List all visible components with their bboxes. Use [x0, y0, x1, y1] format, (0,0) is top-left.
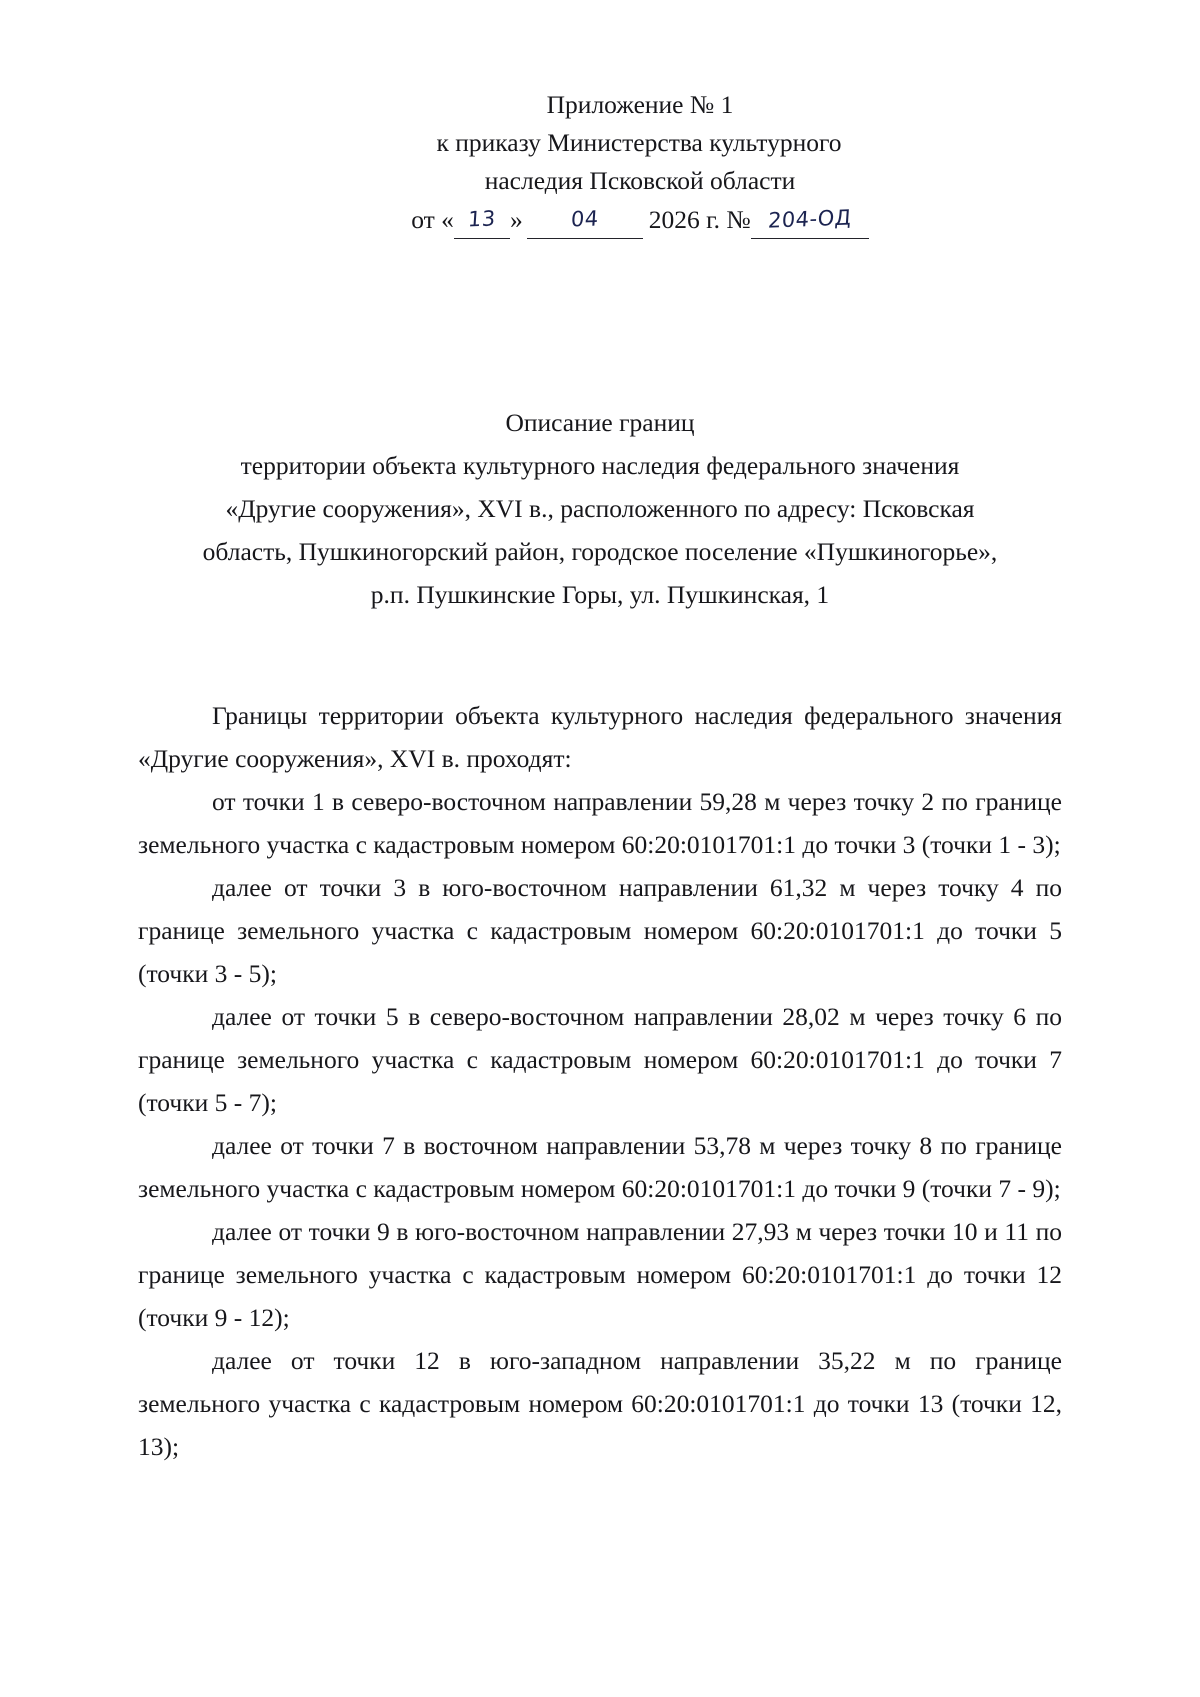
- header-line-appendix: Приложение № 1: [546, 90, 734, 119]
- paragraph-segment-5: далее от точки 9 в юго-восточном направлении 27,93 м через точки 10 и 11 по границе земельного участка с кадастровым номером 60:20:0101701:1 до точки 12 (точки 9 - 12);: [138, 1217, 1062, 1332]
- dateline-quote-close: »: [509, 205, 523, 234]
- title-line-4: область, Пушкиногорский район, городское поселение «Пушкиногорье»,: [202, 537, 998, 566]
- paragraph-segment-2: далее от точки 3 в юго-восточном направлении 61,32 м через точку 4 по границе земельного участка с кадастровым номером 60:20:0101701:1 до точки 5 (точки 3 - 5);: [138, 873, 1062, 988]
- title-line-5: р.п. Пушкинские Горы, ул. Пушкинская, 1: [370, 580, 830, 609]
- dateline-prefix: от «: [411, 205, 454, 234]
- dateline-month-value: 04: [570, 206, 600, 232]
- page-content: [138, 0, 1062, 1697]
- dateline-month-field: [527, 199, 643, 239]
- dateline-year-label: 2026 г. №: [648, 205, 751, 234]
- header-dateline: [138, 201, 1062, 241]
- document-title-block: [138, 401, 1062, 616]
- paragraph-segment-6: далее от точки 12 в юго-западном направлении 35,22 м по границе земельного участка с кадастровым номером 60:20:0101701:1 до точки 13 (точки 12, 13);: [138, 1346, 1062, 1461]
- document-header: [138, 86, 1062, 241]
- header-line-order: к приказу Министерства культурного: [436, 128, 842, 157]
- dateline-number-field: [751, 199, 869, 239]
- dateline-number-value: 204-ОД: [767, 205, 853, 233]
- dateline-day-field: [454, 199, 510, 239]
- title-line-1: Описание границ: [505, 408, 695, 437]
- dateline-day-value: 13: [467, 206, 497, 232]
- header-line-authority: наследия Псковской области: [484, 166, 796, 195]
- paragraph-segment-1: от точки 1 в северо-восточном направлении 59,28 м через точку 2 по границе земельного участка с кадастровым номером 60:20:0101701:1 до точки 3 (точки 1 - 3);: [138, 787, 1062, 859]
- title-line-3: «Другие сооружения», XVI в., расположенного по адресу: Псковская: [225, 494, 975, 523]
- title-line-2: территории объекта культурного наследия федерального значения: [240, 451, 960, 480]
- paragraph-segment-4: далее от точки 7 в восточном направлении 53,78 м через точку 8 по границе земельного участка с кадастровым номером 60:20:0101701:1 до точки 9 (точки 7 - 9);: [138, 1131, 1062, 1203]
- paragraph-segment-3: далее от точки 5 в северо-восточном направлении 28,02 м через точку 6 по границе земельного участка с кадастровым номером 60:20:0101701:1 до точки 7 (точки 5 - 7);: [138, 1002, 1062, 1117]
- document-body: [138, 694, 1062, 1468]
- paragraph-intro: Границы территории объекта культурного наследия федерального значения «Другие сооружения», XVI в. проходят:: [138, 701, 1062, 773]
